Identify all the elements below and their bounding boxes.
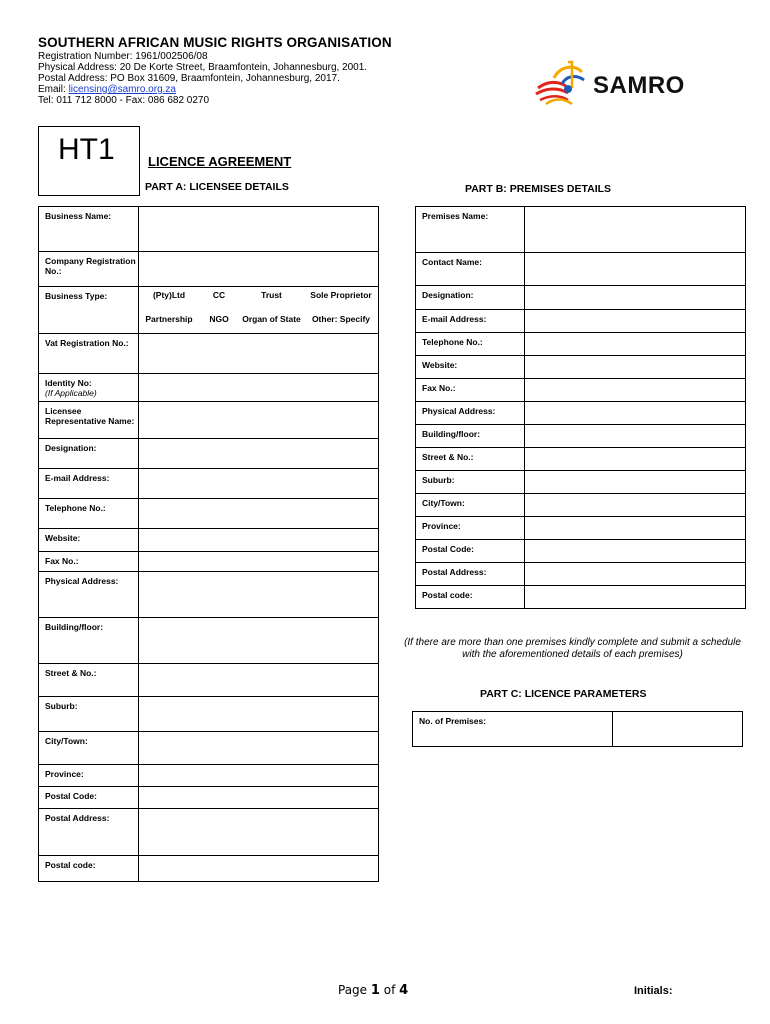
postal-code2-label-b: Postal code: (416, 586, 525, 609)
postal-code-field-a[interactable] (139, 787, 379, 809)
province-field-b[interactable] (525, 517, 746, 540)
suburb-label-b: Suburb: (416, 471, 525, 494)
email-label-b: E-mail Address: (416, 310, 525, 333)
suburb-field-a[interactable] (139, 697, 379, 732)
email-label-a: E-mail Address: (39, 469, 139, 499)
designation-field[interactable] (139, 439, 379, 469)
part-b-table (415, 206, 746, 609)
building-field-a[interactable] (139, 618, 379, 664)
telephone-label-b: Telephone No.: (416, 333, 525, 356)
telephone-field-b[interactable] (525, 333, 746, 356)
postal-code-field-b[interactable] (525, 540, 746, 563)
initials-label: Initials: (634, 985, 673, 997)
email-link[interactable]: licensing@samro.org.za (68, 84, 176, 95)
contact-label-b: Contact Name: (416, 253, 525, 286)
type-organ-of-state[interactable]: Organ of State (242, 314, 301, 324)
page-indicator: Page 1 of 4 (338, 983, 409, 998)
premises-count-label: No. of Premises: (413, 712, 613, 747)
telephone-field-a[interactable] (139, 499, 379, 529)
business-type-options (139, 287, 379, 334)
form-code: HT1 (58, 133, 115, 166)
suburb-field-b[interactable] (525, 471, 746, 494)
website-label-b: Website: (416, 356, 525, 379)
identity-field[interactable] (139, 374, 379, 402)
part-c-heading: PART C: LICENCE PARAMETERS (480, 688, 647, 700)
vat-label: Vat Registration No.: (39, 334, 139, 374)
rep-field[interactable] (139, 402, 379, 439)
email-field-a[interactable] (139, 469, 379, 499)
building-field-b[interactable] (525, 425, 746, 448)
part-c-table (412, 711, 743, 747)
part-a-heading: PART A: LICENSEE DETAILS (145, 181, 289, 193)
company-reg-label: Company Registration No.: (39, 252, 139, 287)
premises-note: (If there are more than one premises kindly complete and submit a schedule with the aforementioned details of each premises) (404, 637, 741, 660)
type-trust[interactable]: Trust (261, 290, 282, 300)
type-partnership[interactable]: Partnership (145, 314, 193, 324)
premises-count-field[interactable] (613, 712, 743, 747)
rep-label: Licensee Representative Name: (39, 402, 139, 439)
postal-code2-field-b[interactable] (525, 586, 746, 609)
street-label-b: Street & No.: (416, 448, 525, 471)
telephone-label-a: Telephone No.: (39, 499, 139, 529)
postal-address: Postal Address: PO Box 31609, Braamfontein, Johannesburg, 2017. (38, 73, 340, 84)
city-label-b: City/Town: (416, 494, 525, 517)
licence-agreement-title: LICENCE AGREEMENT (148, 154, 292, 169)
designation-field-b[interactable] (525, 286, 746, 310)
website-field-b[interactable] (525, 356, 746, 379)
postal-address-field-a[interactable] (139, 809, 379, 856)
premises-name-field[interactable] (525, 207, 746, 253)
tel-fax-line: Tel: 011 712 8000 - Fax: 086 682 0270 (38, 95, 210, 106)
type-other-specify[interactable]: Other: Specify (311, 314, 371, 324)
street-field-b[interactable] (525, 448, 746, 471)
type-ngo[interactable]: NGO (209, 314, 229, 324)
identity-sub: (If Applicable) (45, 388, 97, 398)
street-field-a[interactable] (139, 664, 379, 697)
physical-address: Physical Address: 20 De Korte Street, Braamfontein, Johannesburg, 2001. (38, 62, 368, 73)
postal-address-label-b: Postal Address: (416, 563, 525, 586)
fax-field-b[interactable] (525, 379, 746, 402)
postal-address-label-a: Postal Address: (39, 809, 139, 856)
postal-code2-label-a: Postal code: (39, 856, 139, 882)
type-cc[interactable]: CC (212, 290, 226, 300)
physical-label-b: Physical Address: (416, 402, 525, 425)
physical-field-b[interactable] (525, 402, 746, 425)
province-field-a[interactable] (139, 765, 379, 787)
email-label: Email: (38, 84, 69, 95)
designation-label: Designation: (39, 439, 139, 469)
city-field-b[interactable] (525, 494, 746, 517)
designation-label-b: Designation: (416, 286, 525, 310)
city-field-a[interactable] (139, 732, 379, 765)
website-field-a[interactable] (139, 529, 379, 552)
postal-address-field-b[interactable] (525, 563, 746, 586)
registration-number: Registration Number: 1961/002506/08 (38, 51, 208, 62)
province-label-a: Province: (39, 765, 139, 787)
suburb-label-a: Suburb: (39, 697, 139, 732)
company-reg-field[interactable] (139, 252, 379, 287)
business-name-field[interactable] (139, 207, 379, 252)
business-type-label: Business Type: (39, 287, 139, 334)
identity-label: Identity No: (If Applicable) (39, 374, 139, 402)
postal-code-label-a: Postal Code: (39, 787, 139, 809)
premises-name-label: Premises Name: (416, 207, 525, 253)
street-label-a: Street & No.: (39, 664, 139, 697)
email-field-b[interactable] (525, 310, 746, 333)
building-label-b: Building/floor: (416, 425, 525, 448)
vat-field[interactable] (139, 334, 379, 374)
postal-code2-field-a[interactable] (139, 856, 379, 882)
fax-label-b: Fax No.: (416, 379, 525, 402)
province-label-b: Province: (416, 517, 525, 540)
city-label-a: City/Town: (39, 732, 139, 765)
org-title: SOUTHERN AFRICAN MUSIC RIGHTS ORGANISATION (38, 35, 392, 50)
form-code-box (38, 126, 140, 196)
website-label-a: Website: (39, 529, 139, 552)
building-label-a: Building/floor: (39, 618, 139, 664)
physical-field-a[interactable] (139, 572, 379, 618)
physical-label-a: Physical Address: (39, 572, 139, 618)
business-name-label: Business Name: (39, 207, 139, 252)
email-line (38, 84, 176, 96)
fax-label-a: Fax No.: (39, 552, 139, 572)
contact-field-b[interactable] (525, 253, 746, 286)
postal-code-label-b: Postal Code: (416, 540, 525, 563)
part-b-heading: PART B: PREMISES DETAILS (465, 183, 612, 195)
fax-field-a[interactable] (139, 552, 379, 572)
part-a-table (38, 206, 379, 882)
type-pty-ltd[interactable]: (Pty)Ltd (152, 290, 186, 300)
samro-logo-text: SAMRO (593, 72, 685, 99)
type-sole-proprietor[interactable]: Sole Proprietor (310, 290, 372, 300)
